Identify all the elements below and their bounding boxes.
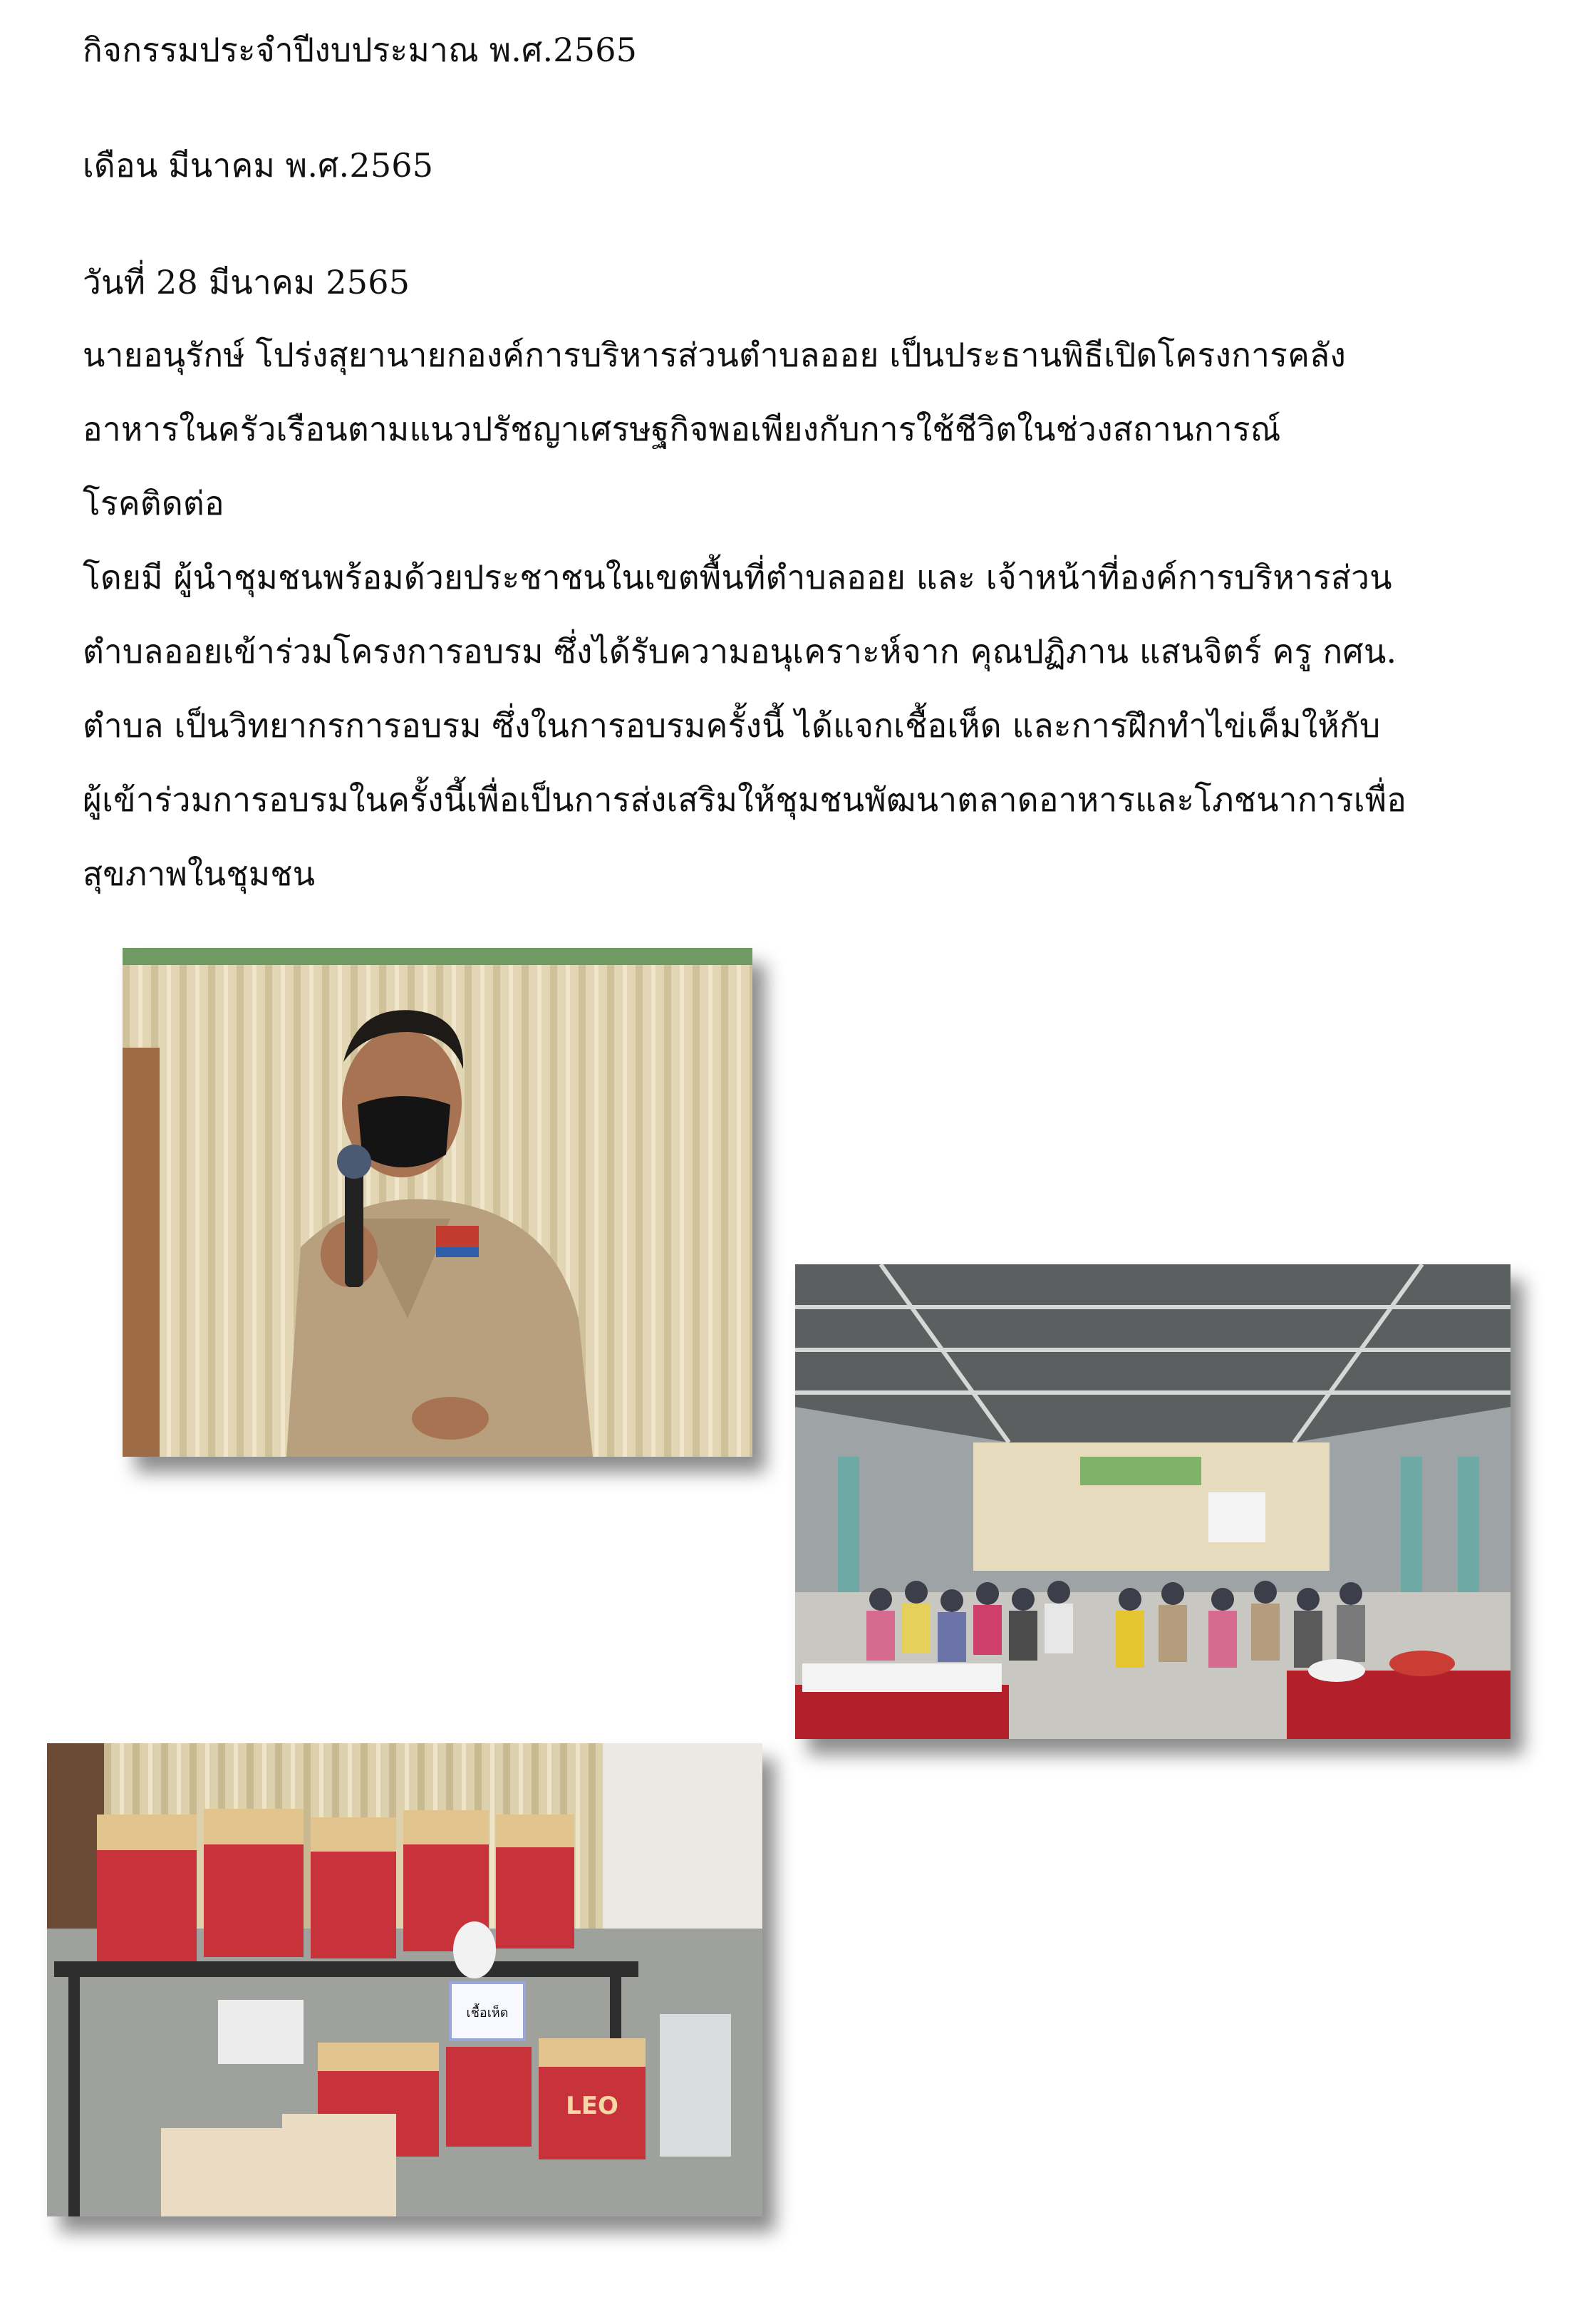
document-heading: กิจกรรมประจำปีงบประมาณ พ.ศ.2565 [83, 31, 638, 69]
photo-meeting-hall-audience [795, 1264, 1510, 1739]
supplies-sign-text: เชื้อเห็ด [466, 2006, 509, 2020]
document-month: เดือน มีนาคม พ.ศ.2565 [83, 146, 434, 185]
paragraph-line: โดยมี ผู้นำชุมชนพร้อมด้วยประชาชนในเขตพื้นที่ตำบลออย และ เจ้าหน้าที่องค์การบริหารส่วน [83, 558, 1392, 597]
photo-speaker-with-microphone [123, 948, 752, 1457]
paragraph-line: ตำบล เป็นวิทยากรการอบรม ซึ่งในการอบรมครั้งนี้ ได้แจกเชื้อเห็ด และการฝึกทำไข่เค็มให้กับ [83, 706, 1381, 745]
bag-brand-text: LEO [566, 2092, 618, 2120]
paragraph-line: โรคติดต่อ [83, 484, 224, 522]
paragraph-line: สุขภาพในชุมชน [83, 855, 316, 893]
paragraph-line: ตำบลออยเข้าร่วมโครงการอบรม ซึ่งได้รับความอนุเคราะห์จาก คุณปฏิภาน แสนจิตร์ ครู กศน. [83, 632, 1397, 671]
paragraph-line: ผู้เข้าร่วมการอบรมในครั้งนี้เพื่อเป็นการส่งเสริมให้ชุมชนพัฒนาตลาดอาหารและโภชนาการเพื่อ [83, 780, 1407, 819]
photo-mushroom-spawn-supplies [47, 1743, 762, 2216]
paragraph-line: นายอนุรักษ์ โปร่งสุยานายกองค์การบริหารส่วนตำบลออย เป็นประธานพิธีเปิดโครงการคลัง [83, 336, 1347, 374]
document-date: วันที่ 28 มีนาคม 2565 [83, 263, 410, 301]
paragraph-line: อาหารในครัวเรือนตามแนวปรัชญาเศรษฐกิจพอเพียงกับการใช้ชีวิตในช่วงสถานการณ์ [83, 410, 1281, 448]
